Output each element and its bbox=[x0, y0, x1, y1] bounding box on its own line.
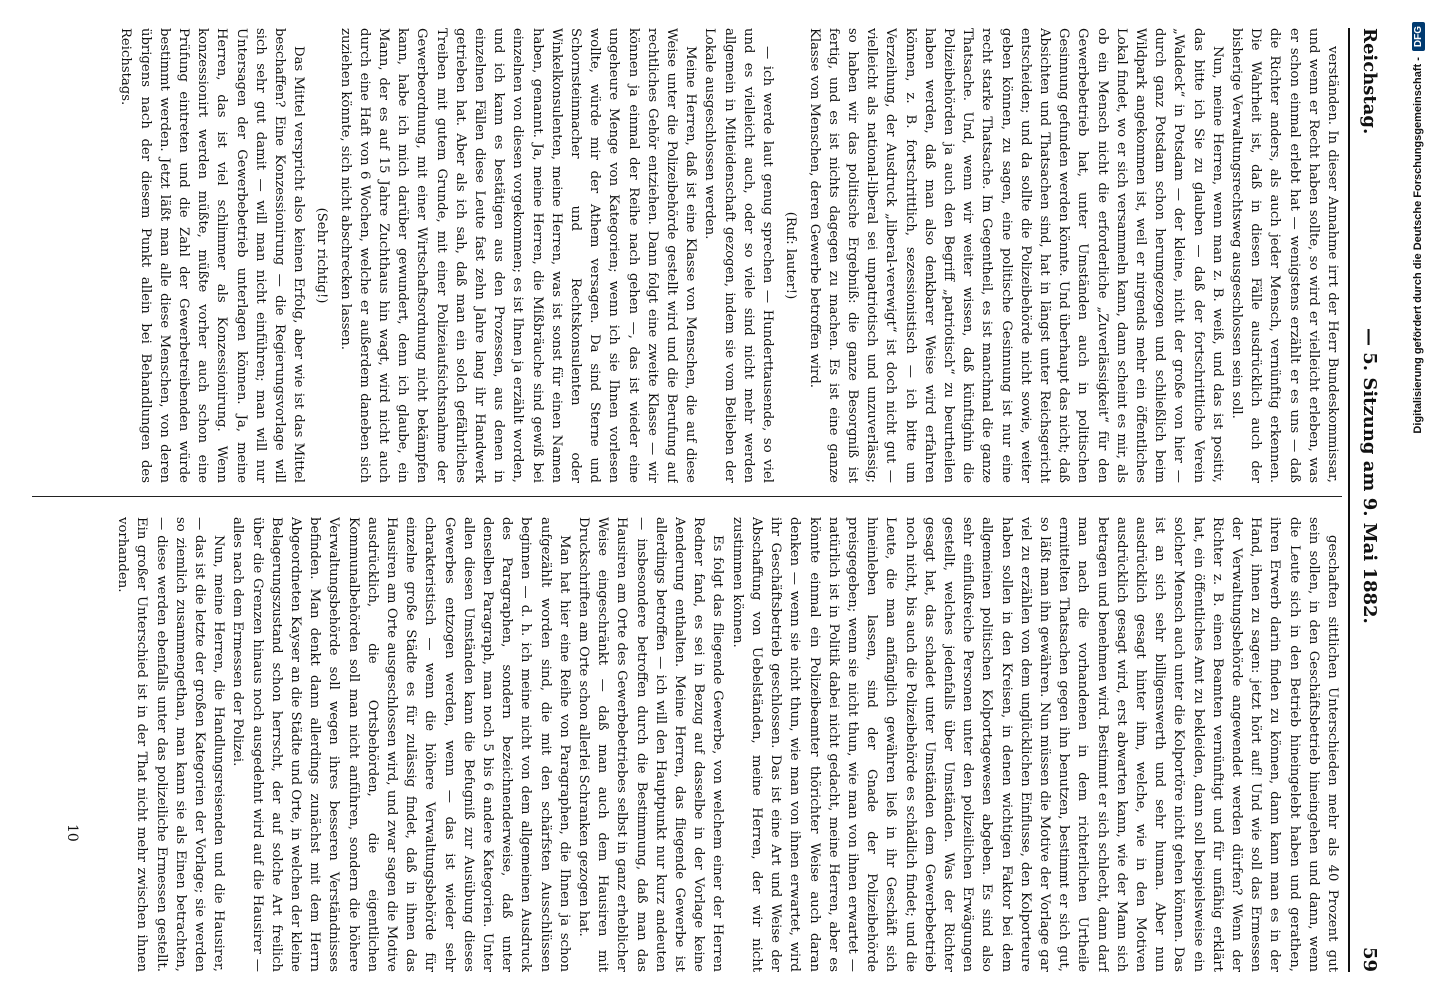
header-page-number: 59 bbox=[1359, 946, 1380, 972]
header-publication: Reichstag. bbox=[1359, 28, 1380, 135]
interjection: (Sehr richtig!) bbox=[314, 207, 330, 304]
left-column bbox=[32, 28, 1342, 483]
page-header bbox=[1348, 28, 1386, 972]
paragraph: geschaften sittlichen Unterschieden mehr als 40 Prozent gut sein sollen, in den Geschäftsbetrieb hineingehen und dann, wenn die Leute sich in den Betrieb hineingelebt haben und gerathen, ihren Erwerb darin finden zu können, dann kann man es in der Hand, ihnen zu sagen: jetzt hört auf! Und wie soll das Ermessen der Verwaltungsbehörde angewendet werden dürfen? Wenn der Richter z. B. einen Beamten vernünftigt und für unfähig erklärt hat, ein öffentliches Amt zu bekleiden, dann soll beispielsweise ein solcher Mensch auch unter die Kolportöre nicht gehen können. Das ist an sich sehr billigenswerth und sehr human. Aber nun ausdrücklich gesagt hinter ihm, welche, wie in den Motiven ausdrücklich gesagt wird, erst abwarten kann, wie der Mann sich betragen und benehmen wird. Bestimmt er sich schlecht, dann darf man nach die vorhandenen in dem richterlichen Urtheile ermittelten Thatsachen gegen ihn benutzen, bestimmt er sich gut, so läßt man ihn gewähren. Nun müssen die Motive der Vorlage gar viel zu erzählen von dem unglücklichen Einflusse, den Kolporteure haben sollen in den Kreisen, in denen wichtigen Faktor bei dem allgemeinen politischen Kolportagewesen abgeben. Es sind also sehr einflußreiche Personen unter den polizeilichen Erwägungen gestellt, welches jedenfalls über Umständen. Was der Richter gesagt hat, das schadet unter Umständen dem Gewerbebetrieb noch nicht, bis auch die Polizeibehörde es schädlich findet; und die Leute, die man anfänglich gewähren ließ in ihr Geschäft sich hineinleben lassen, sind der Gnade der Polizeibehörde preisgegeben; wenn sie nicht thun, wie man von ihnen erwartet — natürlich ist in Politik dabei nicht gedacht, meine Herren, aber es könnte einmal ein Polizeibeamter thörichter Weise auch daran denken — wenn sie nicht thun, wie man von ihnen erwartet, wird ihr Geschäftsbetrieb geschlossen. Das ist eine Art und Weise der Abschaffung von Uebelständen, meine Herren, der wir nicht zustimmen können. bbox=[729, 517, 1340, 972]
footer-page-number: 10 bbox=[64, 824, 80, 842]
column-divider bbox=[32, 496, 1342, 497]
paragraph: — ich werde laut genug sprechen — Hunderttausende, so viel und es vielleicht auch, oder so viele sind nicht mehr werden allgemein in Mitleidenschaft gezogen, indem sie vom Belieben der Lokale ausgeschlossen werden. bbox=[702, 28, 776, 483]
paragraph: Meine Herren, daß ist eine Klasse von Menschen, die auf diese Weise unter die Polizeibehörde gestellt wird und die Berufung auf rechtliches Gehör entziehen. Dann folgt eine zweite Klasse — wir können ja einmal der Reihe nach gehen —, das ist wieder eine ungeheure Menge von Kategorien; wenn ich sie Ihnen vorlesen wollte, würde mir der Athem versagen. Da sind Sterne und Schornsteinmacher und Rechtskonsulenten oder Winkelkonsulenten, meine Herren, was ist sonst für einen Namen haben, genannt. Ja, meine Herren, die Mißbräuche sind gewiß bei einzelnen von diesen vorgekommen; es ist Ihnen ja erzählt worden, und ich kann es bestätigen aus den Prozessen, aus denen in einzelnen Fällen diese Leute fast zehn Jahre lang ihr Handwerk getrieben hat. Aber als ich sah, daß man ein solch gefährliches Treiben mit gutem Grunde, mit einer Polizeiaufsichtsnahme der Gewerbeordnung, mit einer Wirtschaftsordnung nicht bekämpfen kann, habe ich mich darüber gewundert, denn ich glaube, ein Mann, der es auf 15 Jahre Zuchthaus hin wagt, wird nicht auch durch eine Haft von 6 Wochen, welche er außerdem daneben sich zuziehen könnte, sich nicht abschrecken lassen. bbox=[337, 28, 699, 483]
paragraph: Nun, meine Herren, wenn man z. B. weiß, und das ist positiv, das bitte ich Sie zu glauben — daß der fortschrittliche Verein „Waldeck“ in Potsdam — der kleine, nicht der große von hier — durch ganz Potsdam schon herumgezogen und schließlich beim Wildpark angekommen ist, weil er nirgends mehr ein öffentliches Lokal findet, wo er sich versammeln kann, dann scheint es mir, als ob ein Mensch nicht die erforderliche „Zuverlässigkeit“ für den Gewerbebetrieb hat, unter Umständen auch in politischen Gesinnung gefunden werden könnte. Und überhaupt das nicht; daß Absichten und Thatsachen sind, hat in längst unter Reichsgericht entscheiden; und da sollte die Polizeibehörde nicht sowie, weiter geben können, zu sagen, eine politische Gesinnung ist nur eine recht starke Thatsache. Im Gegentheil, es ist manchmal die ganze Thatsache. Und, wenn wir weiter wissen, daß künftighin die Polizeibehörden ja auch den Begriff „patriotisch“ zu beurtheilen haben werden, daß man also denkbarer Weise wird erfahren können, z. B. fortschrittlich, sezessionistisch — ich bitte um Verzeihung, der Ausdruck „liberal-verewigt“ ist doch nicht gut — vielleicht als national-liberal sei unpatriotisch und unzuverlässig; so haben wir das politische Ergebniß: die ganze Besorgniß ist fertig, und es ist nichts dagegen zu machen. Es ist eine ganze Klasse von Menschen, deren Gewerbe betroffen wird. bbox=[806, 28, 1225, 483]
dfg-logo: DFG bbox=[1412, 22, 1425, 51]
paragraph: Es folgt das fliegende Gewerbe, von welchem einer der Herren Redner fand, es sei in Bezug auf dasselbe in der Vorlage keine Aenderung enthalten. Meine Herren, das fliegende Gewerbe ist allerdings betroffen — ich will den Hauptpunkt nur kurz andeuten — insbesondere betroffen durch die Bestimmung, daß man das Hausiren am Orte des Gewerbebetriebes selbst in ganz erheblicher Weise eingeschränkt — daß man auch dem Hausiren mit Druckschriften am Orte schon allerlei Schranken gezogen hat. bbox=[576, 517, 726, 972]
interjection: (Ruf: lauter!) bbox=[783, 211, 799, 300]
header-session: — 5. Sitzung am 9. Mai 1882. bbox=[1359, 328, 1380, 624]
credit-text: Digitalisierung gefördert durch die Deutsche Forschungsgemeinschaft - bbox=[1412, 57, 1424, 434]
paragraph: verständen. In dieser Annahme irrt der Herr Bundeskommissar, und wenn er Recht haben sollte, so wird er vielleicht erleben, was er schon einmal erlebt hat — wenigstens erzählt er es uns — daß die Richter anders, als auch jeder Mensch, vernünftig erkennen. Die Wahrheit ist, daß in diesen Fälle ausdrücklich auch der bisherige Verwaltungsrechtsweg ausgeschlossen sein soll. bbox=[1228, 28, 1340, 483]
paragraph: Man hat hier eine Reihe von Paragraphen, die Ihnen ja schon aufgezählt worden sind, die mit den schärfsten Ausschlüssen beginnen — d. h. ich meine nicht von dem allgemeinen Ausdruck des Paragraphen, sondern bezeichnenderweise, daß unter denselben Paragraph, man noch 5 bis 6 andere Kategorien. Unter allen diesen Umständen kann die Befugniß zur Ausübung dieses Gewerbes entzogen werden, wenn — das ist wieder sehr charakteristisch — wenn die höhere Verwaltungsbehörde für einzelne große Städte es für zulässig findet, daß in ihnen das Hausiren am Orte ausgeschlossen wird, und zwar sagen die Motive ausdrücklich, die Ortsbehörden, die eigentlichen Kommunalbehörden soll man nicht anführen, sondern die höhere Verwaltungsbehörde soll wegen ihres besseren Verständnisses befinden. Man denkt dann allerdings zunächst mit dem Herrn Abgeordneten Kayser an die Städte und Orte, in welchen der kleine Belagerungszustand schon herrscht, der auf solche Art freilich über die Grenzen hinaus noch ausgedehnt wird auf die Hausirer — alles nach dem Ermessen der Polizei. bbox=[230, 517, 572, 972]
paragraph: Das Mittel verspricht also keinen Erfolg, aber wie ist das Mittel beschaffen? Eine Konzessionirung — die Regierungsvorlage will sich sehr gut damit — will man nicht einführen; man will nur Untersagen der Gewerbebetrieb unterlagen können. Ja, meine Herren, das ist viel schlimmer als Konzessionirung. Wenn konzessionirt werden müßte, müßte vorher auch schon eine Prüfung eintreten und die Zahl der Gewerbetreibenden würde bestimmt werden. Jetzt läßt man alle diese Menschen, von deren übrigens nach der diesem Punkt allein bei Behandlungen des Reichstags. bbox=[118, 28, 307, 483]
right-column bbox=[32, 517, 1342, 972]
paragraph: Nun, meine Herren, die Handlungsreisenden und die Hausirer, — das ist die letzte der großen Kategorien der Vorlage; sie werden so ziemlich zusammengethan, man kann sie als Einen betrachten, — diese werden ebenfalls unter das polizeiliche Ermessen gestellt. Ein großer Unterschied ist in der That nicht mehr zwischen ihnen vorhanden. bbox=[115, 517, 227, 972]
digitization-credit bbox=[1404, 0, 1432, 1000]
